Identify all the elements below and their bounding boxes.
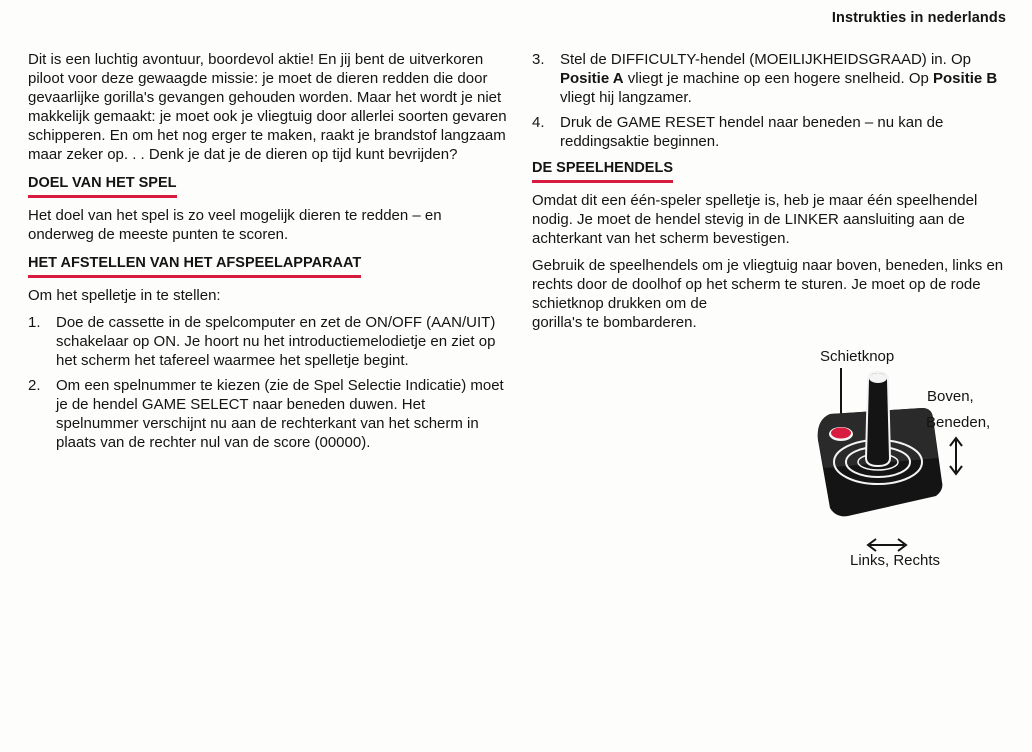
step-number: 4. xyxy=(532,114,545,131)
position-b-label: Positie B xyxy=(933,70,998,87)
joystick-illustration xyxy=(800,340,1020,580)
fire-button-icon xyxy=(831,428,851,439)
page-header: Instrukties in nederlands xyxy=(831,10,1006,26)
goal-heading: DOEL VAN HET SPEL xyxy=(28,174,177,198)
step-text xyxy=(560,50,1010,107)
controllers-paragraph-1: Omdat dit een één-speler spelletje is, heb je maar één speelhendel nodig. Je moet de hendel stevig in de LINKER aansluiting aan de achterkant van het scherm bevestigen. xyxy=(532,192,978,247)
step3-text-b: vliegt je machine op een hogere snelheid. Op xyxy=(623,70,934,87)
step3-text-c: vliegt hij langzamer. xyxy=(560,89,692,106)
joystick-diagram xyxy=(800,340,1020,580)
step-number: 2. xyxy=(28,377,41,394)
right-column xyxy=(532,50,1010,332)
step3-text-a: Stel de DIFFICULTY-hendel (MOEILIJKHEIDSGRAAD) in. Op xyxy=(560,51,971,68)
fire-button-label: Schietknop xyxy=(820,348,895,365)
up-label: Boven, xyxy=(927,388,974,405)
controllers-paragraph-2: Gebruik de speelhendels om je vliegtuig naar boven, beneden, links en rechts door de doolhof op het scherm te sturen. Je moet op de rode xyxy=(532,257,1004,293)
goal-paragraph: Het doel van het spel is zo veel mogelijk dieren te redden – en onderweg de meeste punten te scoren. xyxy=(28,207,442,243)
step-text: Doe de cassette in de spelcomputer en zet de ON/OFF (AAN/UIT) schakelaar op ON. Je hoort nu het introductiemelodietje en ziet op het scherm het tafereel waarmee het spelletje begint. xyxy=(56,314,496,369)
left-right-label: Links, Rechts xyxy=(850,552,941,569)
step-number: 1. xyxy=(28,314,41,331)
list-item xyxy=(532,50,1010,107)
joystick-stick xyxy=(866,372,890,466)
joystick-stick-top xyxy=(869,373,887,383)
controllers-paragraph-3: schietknop drukken om de gorilla's te bombarderen. xyxy=(532,295,708,331)
position-a-label: Positie A xyxy=(560,70,624,87)
step-number: 3. xyxy=(532,51,545,68)
controllers-heading: DE SPEELHENDELS xyxy=(532,159,673,183)
list-item xyxy=(28,313,510,370)
list-item xyxy=(28,376,510,452)
intro-paragraph: Dit is een luchtig avontuur, boordevol aktie! En jij bent de uitverkoren piloot voor deze gewaagde missie: je moet de dieren redden die door gevaarlijke gorilla's gevangen gehouden worden. Maar het wordt je niet makkelijk gemaakt: je moet ook je vliegtuig door allerlei soorten gevaren schipperen. En om het nog erger te maken, raakt je brandstof langzaam maar zeker op. . . Denk je dat je de dieren op tijd kunt bevrijden? xyxy=(28,51,507,163)
setup-heading: HET AFSTELLEN VAN HET AFSPEELAPPARAAT xyxy=(28,254,361,278)
setup-intro: Om het spelletje in te stellen: xyxy=(28,287,221,304)
list-item xyxy=(532,113,1010,151)
setup-steps xyxy=(28,313,510,452)
left-column xyxy=(28,50,510,458)
step-text: Om een spelnummer te kiezen (zie de Spel Selectie Indicatie) moet je de hendel GAME SELECT naar beneden duwen. Het spelnummer verschijnt nu aan de rechterkant van het scherm in plaats van de rechter nul van de score (00000). xyxy=(56,377,504,451)
down-label: Beneden, xyxy=(926,414,991,431)
setup-steps-continued xyxy=(532,50,1010,151)
step-text: Druk de GAME RESET hendel naar beneden – nu kan de reddingsaktie beginnen. xyxy=(560,114,944,150)
